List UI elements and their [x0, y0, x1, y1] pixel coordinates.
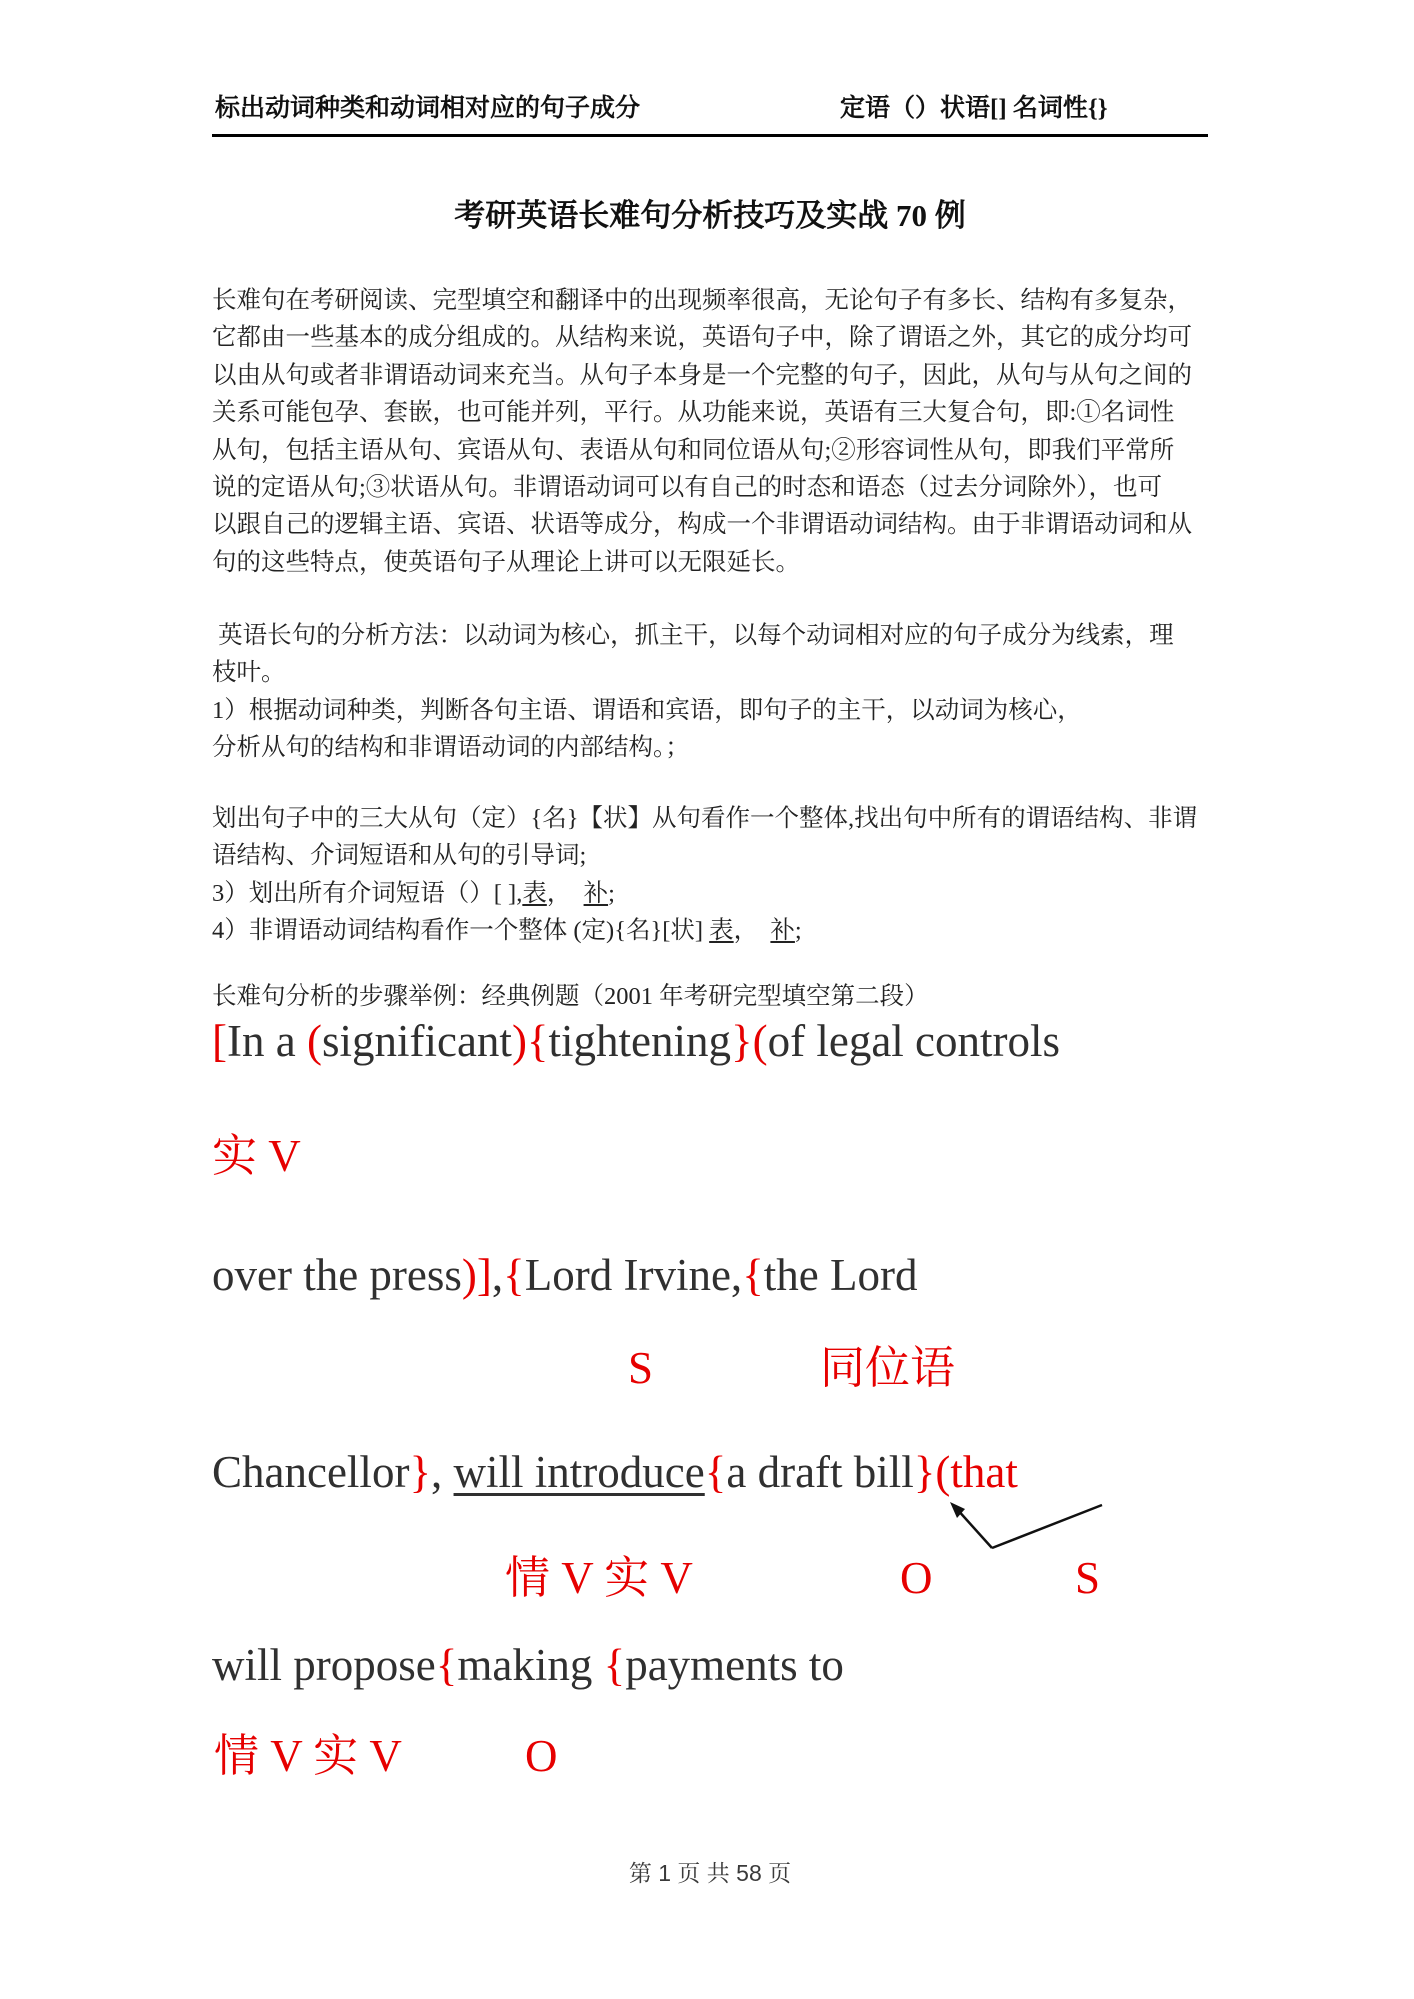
annotation-shi-v: 实 V: [212, 1131, 301, 1181]
text-line: 以跟自己的逻辑主语、宾语、状语等成分，构成一个非谓语动词结构。由于非谓语动词和从: [212, 511, 1192, 539]
annotation-qing-v-shi-v: 情 V 实 V: [505, 1553, 693, 1603]
header-left-text: 标出动词种类和动词相对应的句子成分: [215, 95, 641, 122]
text-segment: 4）非谓语动词结构看作一个整体 (定){名}[状]: [212, 917, 710, 945]
text-segment: 表: [709, 917, 734, 945]
text-segment: significant: [321, 1016, 512, 1066]
header-right-text: 定语（）状语[] 名词性{}: [840, 95, 1108, 122]
annotation-o2: O: [525, 1731, 558, 1781]
text-segment: {: [742, 1250, 764, 1300]
steps-paragraph: [212, 800, 1232, 950]
text-line: 说的定语从句;③状语从句。非谓语动词可以有自己的时态和语态（过去分词除外），也可: [212, 474, 1163, 502]
text-segment: of legal controls: [767, 1016, 1061, 1066]
annotation-appositive: 同位语: [820, 1343, 956, 1393]
sentence-line-1: [212, 1012, 1060, 1070]
text-segment: ,: [431, 1447, 454, 1497]
text-segment: }(that: [913, 1447, 1018, 1497]
text-line: 划出句子中的三大从句（定）{名}【状】从句看作一个整体,找出句中所有的谓语结构、非谓: [212, 805, 1198, 832]
header-rule: [212, 134, 1208, 137]
text-segment: will introduce: [453, 1447, 705, 1497]
text-segment: )]: [461, 1250, 492, 1300]
annotation-s2: S: [1075, 1553, 1101, 1603]
text-line: [212, 912, 1232, 949]
text-segment: [: [212, 1016, 227, 1066]
text-segment: {: [503, 1250, 525, 1300]
text-segment: }(: [731, 1016, 768, 1066]
method-paragraph: [212, 617, 1232, 767]
text-segment: a draft bill: [726, 1447, 914, 1497]
sentence-line-4: [212, 1636, 844, 1694]
text-segment: making: [457, 1640, 604, 1690]
text-segment: In a: [227, 1016, 307, 1066]
text-line: 分析从句的结构和非谓语动词的内部结构。；: [212, 734, 690, 762]
text-segment: 补: [583, 879, 609, 907]
text-segment: 表: [522, 879, 547, 907]
text-segment: Chancellor: [212, 1447, 410, 1497]
text-line: 枝叶。: [212, 659, 286, 687]
text-segment: the Lord: [763, 1250, 918, 1300]
text-line: 以由从句或者非谓语动词来充当。从句子本身是一个完整的句子，因此，从句与从句之间的: [212, 361, 1192, 389]
annotation-o: O: [900, 1553, 933, 1603]
text-segment: }: [409, 1447, 432, 1497]
text-line: 长难句在考研阅读、完型填空和翻译中的出现频率很高，无论句子有多长、结构有多复杂，: [212, 287, 1192, 314]
example-caption: 长难句分析的步骤举例：经典例题（2001 年考研完型填空第二段）: [212, 983, 929, 1010]
text-segment: tightening: [548, 1016, 732, 1066]
annotation-qing-v-shi-v-2: 情 V 实 V: [214, 1731, 402, 1781]
page-number: 第 1 页 共 58 页: [628, 1860, 792, 1886]
text-line: 1）根据动词种类，判断各句主语、谓语和宾语，即句子的主干，以动词为核心，: [212, 696, 1082, 724]
text-segment: {: [435, 1640, 458, 1690]
text-segment: ,: [491, 1250, 504, 1300]
text-segment: 补: [770, 917, 795, 945]
text-segment: payments to: [625, 1640, 844, 1690]
text-segment: ;: [608, 879, 615, 907]
text-segment: over the press: [212, 1250, 462, 1300]
text-segment: {: [603, 1640, 626, 1690]
text-segment: (: [306, 1016, 322, 1066]
text-segment: will propose: [212, 1640, 436, 1690]
text-line: 英语长句的分析方法：以动词为核心，抓主干，以每个动词相对应的句子成分为线索，理: [212, 622, 1174, 649]
text-line: 语结构、介词短语和从句的引导词;: [212, 842, 587, 870]
text-segment: ;: [794, 917, 802, 945]
text-segment: ，: [733, 917, 771, 945]
text-line: 它都由一些基本的成分组成的。从结构来说，英语句子中，除了谓语之外，其它的成分均可: [212, 324, 1192, 352]
annotation-s: S: [628, 1343, 654, 1393]
text-segment: 3）划出所有介词短语（）[ ],: [212, 879, 523, 907]
text-line: [212, 875, 1232, 912]
text-segment: ，: [546, 879, 584, 907]
text-line: 句的这些特点，使英语句子从理论上讲可以无限延长。: [212, 548, 800, 576]
sentence-line-3: [212, 1443, 1018, 1501]
text-line: 从句，包括主语从句、宾语从句、表语从句和同位语从句;②形容词性从句，即我们平常所: [212, 436, 1175, 464]
text-segment: ){: [511, 1016, 549, 1066]
intro-paragraph: [212, 282, 1232, 581]
text-segment: {: [704, 1447, 727, 1497]
text-line: 关系可能包孕、套嵌，也可能并列，平行。从功能来说，英语有三大复合句，即:①名词性: [212, 399, 1175, 427]
text-segment: Lord Irvine,: [524, 1250, 743, 1300]
page-title: 考研英语长难句分析技巧及实战 70 例: [454, 198, 966, 233]
sentence-line-2: [212, 1246, 918, 1304]
